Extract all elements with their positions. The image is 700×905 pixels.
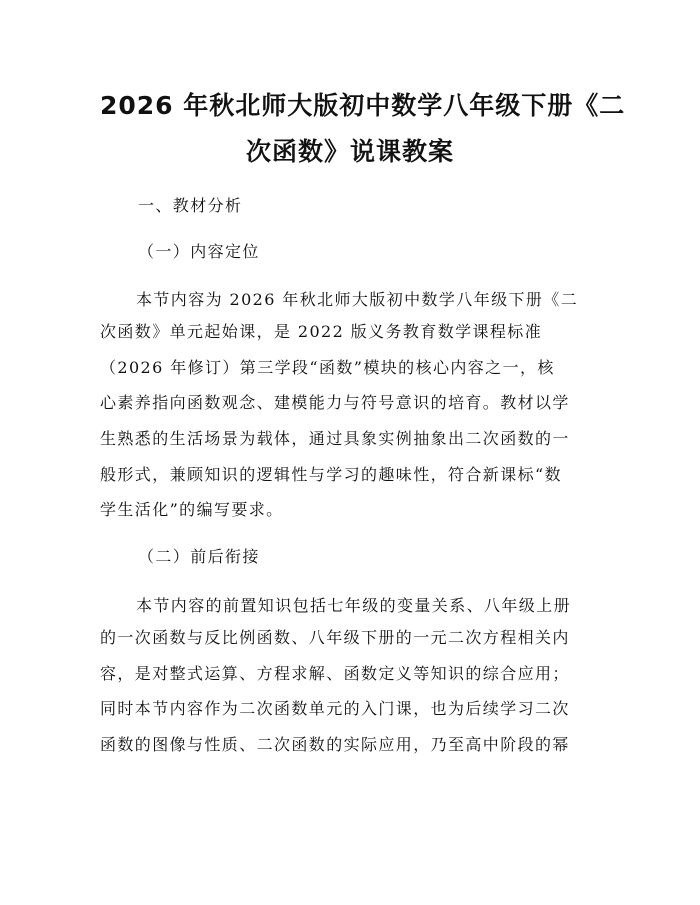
paragraph-1-line-1: 本节内容为 2026 年秋北师大版初中数学八年级下册《二: [136, 290, 579, 309]
paragraph-1-line-2: 次函数》单元起始课，是 2022 版义务教育数学课程标准: [100, 322, 543, 341]
paragraph-1-line-3: （2026 年修订）第三学段“函数”模块的核心内容之一，核: [100, 358, 555, 377]
subsection-heading-content-positioning: （一）内容定位: [138, 242, 260, 261]
section-heading-textbook-analysis: 一、教材分析: [138, 196, 243, 215]
paragraph-2-line-1: 本节内容的前置知识包括七年级的变量关系、八年级上册: [136, 596, 572, 615]
paragraph-2-line-3: 容，是对整式运算、方程求解、函数定义等知识的综合应用；: [100, 664, 570, 683]
document-title-line-2: 次函数》说课教案: [245, 137, 454, 166]
paragraph-1-line-6: 般形式，兼顾知识的逻辑性与学习的趣味性，符合新课标“数: [100, 465, 562, 484]
paragraph-1-line-5: 生熟悉的生活场景为载体，通过具象实例抽象出二次函数的一: [100, 429, 570, 448]
paragraph-2-line-5: 函数的图像与性质、二次函数的实际应用，乃至高中阶段的幂: [100, 735, 570, 754]
paragraph-2-line-4: 同时本节内容作为二次函数单元的入门课，也为后续学习二次: [100, 699, 570, 718]
paragraph-1-line-4: 心素养指向函数观念、建模能力与符号意识的培育。教材以学: [100, 393, 570, 412]
document-title-line-1: 2026 年秋北师大版初中数学八年级下册《二: [100, 91, 626, 120]
paragraph-2-line-2: 的一次函数与反比例函数、八年级下册的一元二次方程相关内: [100, 628, 570, 647]
paragraph-1-line-7: 学生活化”的编写要求。: [100, 500, 284, 519]
subsection-heading-connection: （二）前后衔接: [138, 547, 260, 566]
